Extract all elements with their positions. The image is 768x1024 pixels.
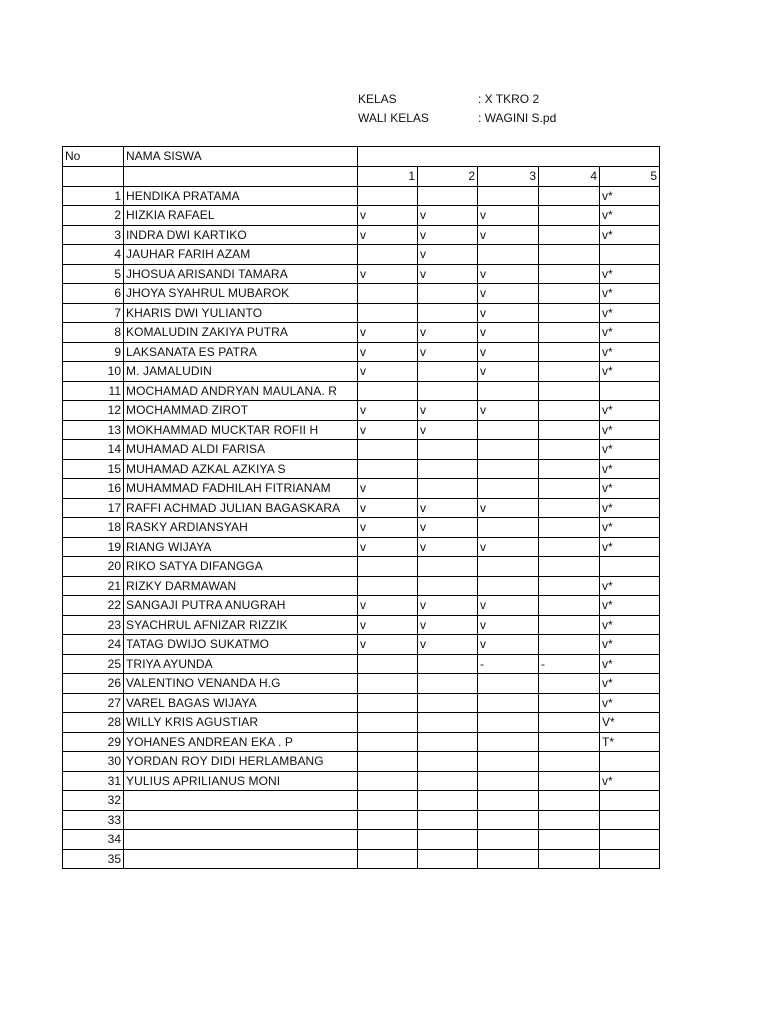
mark-cell-4 [539, 615, 600, 635]
attendance-table [62, 146, 660, 869]
mark-cell-5: v* [600, 537, 660, 557]
wali-kelas-label: WALI KELAS [358, 111, 429, 125]
row-number: 17 [63, 498, 124, 518]
mark-cell-4 [539, 791, 600, 811]
mark-cell-4 [539, 537, 600, 557]
mark-cell-1 [358, 674, 418, 694]
student-name: MOCHAMMAD ZIROT [124, 401, 358, 421]
mark-cell-1 [358, 791, 418, 811]
mark-cell-2: v [418, 635, 478, 655]
student-name: RIKO SATYA DIFANGGA [124, 557, 358, 577]
student-name: RIANG WIJAYA [124, 537, 358, 557]
mark-cell-3 [478, 479, 539, 499]
mark-cell-4 [539, 362, 600, 382]
student-name: KHARIS DWI YULIANTO [124, 303, 358, 323]
mark-cell-4 [539, 323, 600, 343]
table-row [63, 206, 660, 226]
row-number: 34 [63, 830, 124, 850]
mark-cell-2 [418, 732, 478, 752]
table-row [63, 459, 660, 479]
mark-cell-3: v [478, 225, 539, 245]
mark-cell-1 [358, 849, 418, 869]
col-number-5: 5 [600, 167, 660, 187]
mark-cell-5: v* [600, 479, 660, 499]
row-number: 6 [63, 284, 124, 304]
row-number: 12 [63, 401, 124, 421]
student-name: LAKSANATA ES PATRA [124, 342, 358, 362]
row-number: 28 [63, 713, 124, 733]
student-name: MOKHAMMAD MUCKTAR ROFII H [124, 420, 358, 440]
mark-cell-4 [539, 693, 600, 713]
mark-cell-3 [478, 830, 539, 850]
mark-cell-1: v [358, 323, 418, 343]
col-group-header [358, 147, 660, 167]
student-name: RIZKY DARMAWAN [124, 576, 358, 596]
kelas-value: : X TKRO 2 [478, 92, 540, 106]
student-name: JAUHAR FARIH AZAM [124, 245, 358, 265]
mark-cell-5: v* [600, 303, 660, 323]
col-no-header-cont [63, 167, 124, 187]
mark-cell-4 [539, 732, 600, 752]
mark-cell-1 [358, 830, 418, 850]
mark-cell-3: v [478, 206, 539, 226]
header-row-2 [63, 167, 660, 187]
mark-cell-3 [478, 732, 539, 752]
row-number: 13 [63, 420, 124, 440]
mark-cell-2 [418, 791, 478, 811]
mark-cell-3: v [478, 596, 539, 616]
mark-cell-2: v [418, 498, 478, 518]
table-row [63, 362, 660, 382]
mark-cell-3 [478, 186, 539, 206]
mark-cell-2 [418, 557, 478, 577]
table-row [63, 693, 660, 713]
mark-cell-4 [539, 225, 600, 245]
mark-cell-5: v* [600, 615, 660, 635]
mark-cell-3: v [478, 615, 539, 635]
table-row [63, 654, 660, 674]
row-number: 8 [63, 323, 124, 343]
mark-cell-1 [358, 440, 418, 460]
mark-cell-4 [539, 479, 600, 499]
row-number: 19 [63, 537, 124, 557]
col-name-header-cont [124, 167, 358, 187]
mark-cell-2: v [418, 401, 478, 421]
mark-cell-5 [600, 245, 660, 265]
row-number: 23 [63, 615, 124, 635]
mark-cell-3: v [478, 303, 539, 323]
row-number: 21 [63, 576, 124, 596]
table-row [63, 830, 660, 850]
mark-cell-1: v [358, 479, 418, 499]
mark-cell-2 [418, 810, 478, 830]
student-name: WILLY KRIS AGUSTIAR [124, 713, 358, 733]
col-name-header: NAMA SISWA [124, 147, 358, 167]
mark-cell-3 [478, 440, 539, 460]
col-number-3: 3 [478, 167, 539, 187]
mark-cell-2: v [418, 225, 478, 245]
student-name: M. JAMALUDIN [124, 362, 358, 382]
table-row [63, 498, 660, 518]
mark-cell-1 [358, 732, 418, 752]
mark-cell-5: v* [600, 674, 660, 694]
mark-cell-1: v [358, 420, 418, 440]
mark-cell-2 [418, 674, 478, 694]
mark-cell-1 [358, 381, 418, 401]
mark-cell-3 [478, 459, 539, 479]
mark-cell-1 [358, 459, 418, 479]
mark-cell-3: v [478, 498, 539, 518]
mark-cell-1 [358, 771, 418, 791]
col-no-header: No [63, 147, 124, 167]
mark-cell-5: v* [600, 596, 660, 616]
row-number: 1 [63, 186, 124, 206]
student-name: YOHANES ANDREAN EKA . P [124, 732, 358, 752]
mark-cell-2 [418, 440, 478, 460]
mark-cell-5 [600, 557, 660, 577]
student-name: SYACHRUL AFNIZAR RIZZIK [124, 615, 358, 635]
table-row [63, 225, 660, 245]
table-row [63, 186, 660, 206]
mark-cell-4 [539, 342, 600, 362]
mark-cell-3: v [478, 635, 539, 655]
student-name: MUHAMAD ALDI FARISA [124, 440, 358, 460]
mark-cell-5: v* [600, 206, 660, 226]
mark-cell-4 [539, 810, 600, 830]
table-row [63, 284, 660, 304]
mark-cell-4 [539, 518, 600, 538]
mark-cell-1 [358, 303, 418, 323]
mark-cell-5: v* [600, 284, 660, 304]
mark-cell-2: v [418, 615, 478, 635]
mark-cell-1 [358, 245, 418, 265]
student-name: JHOSUA ARISANDI TAMARA [124, 264, 358, 284]
mark-cell-4 [539, 498, 600, 518]
student-name: VAREL BAGAS WIJAYA [124, 693, 358, 713]
table-row [63, 537, 660, 557]
table-row [63, 752, 660, 772]
mark-cell-1: v [358, 635, 418, 655]
mark-cell-1 [358, 186, 418, 206]
row-number: 5 [63, 264, 124, 284]
mark-cell-5: V* [600, 713, 660, 733]
student-name: MUHAMAD AZKAL AZKIYA S [124, 459, 358, 479]
mark-cell-5: v* [600, 654, 660, 674]
mark-cell-2 [418, 362, 478, 382]
mark-cell-1: v [358, 596, 418, 616]
mark-cell-2 [418, 303, 478, 323]
mark-cell-2: v [418, 323, 478, 343]
mark-cell-4 [539, 245, 600, 265]
row-number: 4 [63, 245, 124, 265]
mark-cell-4 [539, 401, 600, 421]
mark-cell-4 [539, 459, 600, 479]
table-row [63, 615, 660, 635]
student-name: TATAG DWIJO SUKATMO [124, 635, 358, 655]
mark-cell-1: v [358, 401, 418, 421]
row-number: 22 [63, 596, 124, 616]
mark-cell-2: v [418, 518, 478, 538]
table-row [63, 674, 660, 694]
table-row [63, 713, 660, 733]
mark-cell-4 [539, 635, 600, 655]
row-number: 31 [63, 771, 124, 791]
row-number: 35 [63, 849, 124, 869]
mark-cell-3 [478, 518, 539, 538]
mark-cell-4: - [539, 654, 600, 674]
mark-cell-3 [478, 771, 539, 791]
mark-cell-4 [539, 420, 600, 440]
mark-cell-2: v [418, 206, 478, 226]
mark-cell-3: v [478, 537, 539, 557]
mark-cell-4 [539, 771, 600, 791]
mark-cell-5: v* [600, 576, 660, 596]
mark-cell-5: v* [600, 323, 660, 343]
table-row [63, 401, 660, 421]
mark-cell-2 [418, 713, 478, 733]
student-name: HIZKIA RAFAEL [124, 206, 358, 226]
mark-cell-5: v* [600, 420, 660, 440]
table-row [63, 635, 660, 655]
row-number: 30 [63, 752, 124, 772]
table-row [63, 849, 660, 869]
mark-cell-5: v* [600, 635, 660, 655]
mark-cell-3 [478, 381, 539, 401]
mark-cell-5 [600, 381, 660, 401]
row-number: 24 [63, 635, 124, 655]
mark-cell-5 [600, 752, 660, 772]
mark-cell-2 [418, 381, 478, 401]
student-name: SANGAJI PUTRA ANUGRAH [124, 596, 358, 616]
table-row [63, 596, 660, 616]
mark-cell-5 [600, 830, 660, 850]
kelas-label: KELAS [358, 92, 397, 106]
student-name [124, 830, 358, 850]
mark-cell-4 [539, 752, 600, 772]
mark-cell-3 [478, 752, 539, 772]
student-name: INDRA DWI KARTIKO [124, 225, 358, 245]
student-name: RAFFI ACHMAD JULIAN BAGASKARA [124, 498, 358, 518]
table-row [63, 732, 660, 752]
mark-cell-2: v [418, 342, 478, 362]
student-name: HENDIKA PRATAMA [124, 186, 358, 206]
table-row [63, 342, 660, 362]
table-row [63, 518, 660, 538]
row-number: 10 [63, 362, 124, 382]
row-number: 25 [63, 654, 124, 674]
student-name: MUHAMMAD FADHILAH FITRIANAM [124, 479, 358, 499]
mark-cell-2: v [418, 245, 478, 265]
mark-cell-2 [418, 654, 478, 674]
mark-cell-5: v* [600, 518, 660, 538]
student-name: JHOYA SYAHRUL MUBAROK [124, 284, 358, 304]
mark-cell-5 [600, 791, 660, 811]
col-number-4: 4 [539, 167, 600, 187]
row-number: 15 [63, 459, 124, 479]
mark-cell-5: v* [600, 771, 660, 791]
wali-kelas-value: : WAGINI S.pd [478, 111, 557, 125]
mark-cell-5 [600, 849, 660, 869]
mark-cell-2 [418, 849, 478, 869]
mark-cell-1 [358, 810, 418, 830]
row-number: 16 [63, 479, 124, 499]
mark-cell-2: v [418, 596, 478, 616]
mark-cell-5 [600, 810, 660, 830]
mark-cell-3: v [478, 401, 539, 421]
student-name [124, 849, 358, 869]
table-row [63, 264, 660, 284]
mark-cell-3 [478, 810, 539, 830]
mark-cell-2 [418, 576, 478, 596]
row-number: 32 [63, 791, 124, 811]
mark-cell-1: v [358, 518, 418, 538]
mark-cell-1: v [358, 342, 418, 362]
mark-cell-5: v* [600, 342, 660, 362]
mark-cell-1 [358, 713, 418, 733]
mark-cell-5: v* [600, 264, 660, 284]
mark-cell-5: v* [600, 186, 660, 206]
mark-cell-1: v [358, 206, 418, 226]
mark-cell-1: v [358, 264, 418, 284]
student-name: YORDAN ROY DIDI HERLAMBANG [124, 752, 358, 772]
mark-cell-4 [539, 303, 600, 323]
mark-cell-2: v [418, 264, 478, 284]
mark-cell-4 [539, 674, 600, 694]
mark-cell-5: v* [600, 693, 660, 713]
mark-cell-5: v* [600, 498, 660, 518]
mark-cell-1 [358, 693, 418, 713]
mark-cell-2 [418, 830, 478, 850]
table-row [63, 381, 660, 401]
row-number: 3 [63, 225, 124, 245]
student-name: KOMALUDIN ZAKIYA PUTRA [124, 323, 358, 343]
mark-cell-5: T* [600, 732, 660, 752]
mark-cell-3 [478, 420, 539, 440]
mark-cell-4 [539, 284, 600, 304]
row-number: 27 [63, 693, 124, 713]
row-number: 26 [63, 674, 124, 694]
mark-cell-2 [418, 693, 478, 713]
row-number: 20 [63, 557, 124, 577]
mark-cell-3: v [478, 342, 539, 362]
mark-cell-2: v [418, 537, 478, 557]
mark-cell-4 [539, 557, 600, 577]
row-number: 2 [63, 206, 124, 226]
mark-cell-1: v [358, 615, 418, 635]
mark-cell-1: v [358, 225, 418, 245]
mark-cell-1: v [358, 362, 418, 382]
student-name [124, 791, 358, 811]
row-number: 9 [63, 342, 124, 362]
table-row [63, 245, 660, 265]
table-row [63, 791, 660, 811]
row-number: 29 [63, 732, 124, 752]
row-number: 11 [63, 381, 124, 401]
mark-cell-2 [418, 752, 478, 772]
mark-cell-1: v [358, 498, 418, 518]
table-row [63, 771, 660, 791]
table-row [63, 440, 660, 460]
mark-cell-5: v* [600, 440, 660, 460]
mark-cell-4 [539, 576, 600, 596]
student-name: YULIUS APRILIANUS MONI [124, 771, 358, 791]
mark-cell-2 [418, 459, 478, 479]
mark-cell-4 [539, 713, 600, 733]
mark-cell-3 [478, 791, 539, 811]
mark-cell-1 [358, 752, 418, 772]
mark-cell-3: v [478, 323, 539, 343]
student-name: RASKY ARDIANSYAH [124, 518, 358, 538]
table-row [63, 420, 660, 440]
mark-cell-3 [478, 849, 539, 869]
mark-cell-1: v [358, 537, 418, 557]
student-name: MOCHAMAD ANDRYAN MAULANA. R [124, 381, 358, 401]
mark-cell-1 [358, 284, 418, 304]
col-number-2: 2 [418, 167, 478, 187]
mark-cell-4 [539, 596, 600, 616]
mark-cell-3 [478, 693, 539, 713]
student-name [124, 810, 358, 830]
mark-cell-2 [418, 284, 478, 304]
table-row [63, 576, 660, 596]
student-name: VALENTINO VENANDA H.G [124, 674, 358, 694]
mark-cell-3: v [478, 284, 539, 304]
mark-cell-2 [418, 771, 478, 791]
row-number: 14 [63, 440, 124, 460]
table-row [63, 323, 660, 343]
mark-cell-2 [418, 186, 478, 206]
mark-cell-1 [358, 576, 418, 596]
header-row-1 [63, 147, 660, 167]
mark-cell-4 [539, 830, 600, 850]
mark-cell-3 [478, 245, 539, 265]
col-number-1: 1 [358, 167, 418, 187]
row-number: 7 [63, 303, 124, 323]
mark-cell-1 [358, 654, 418, 674]
table-row [63, 810, 660, 830]
student-name: TRIYA AYUNDA [124, 654, 358, 674]
mark-cell-3 [478, 674, 539, 694]
mark-cell-2: v [418, 420, 478, 440]
table-row [63, 303, 660, 323]
mark-cell-3: v [478, 362, 539, 382]
mark-cell-5: v* [600, 362, 660, 382]
mark-cell-4 [539, 440, 600, 460]
mark-cell-5: v* [600, 225, 660, 245]
mark-cell-4 [539, 186, 600, 206]
mark-cell-4 [539, 206, 600, 226]
mark-cell-4 [539, 264, 600, 284]
table-row [63, 479, 660, 499]
mark-cell-2 [418, 479, 478, 499]
mark-cell-3 [478, 557, 539, 577]
table-row [63, 557, 660, 577]
mark-cell-3 [478, 576, 539, 596]
mark-cell-3: - [478, 654, 539, 674]
mark-cell-4 [539, 381, 600, 401]
mark-cell-3 [478, 713, 539, 733]
mark-cell-5: v* [600, 401, 660, 421]
mark-cell-1 [358, 557, 418, 577]
mark-cell-4 [539, 849, 600, 869]
mark-cell-3: v [478, 264, 539, 284]
row-number: 33 [63, 810, 124, 830]
mark-cell-5: v* [600, 459, 660, 479]
row-number: 18 [63, 518, 124, 538]
